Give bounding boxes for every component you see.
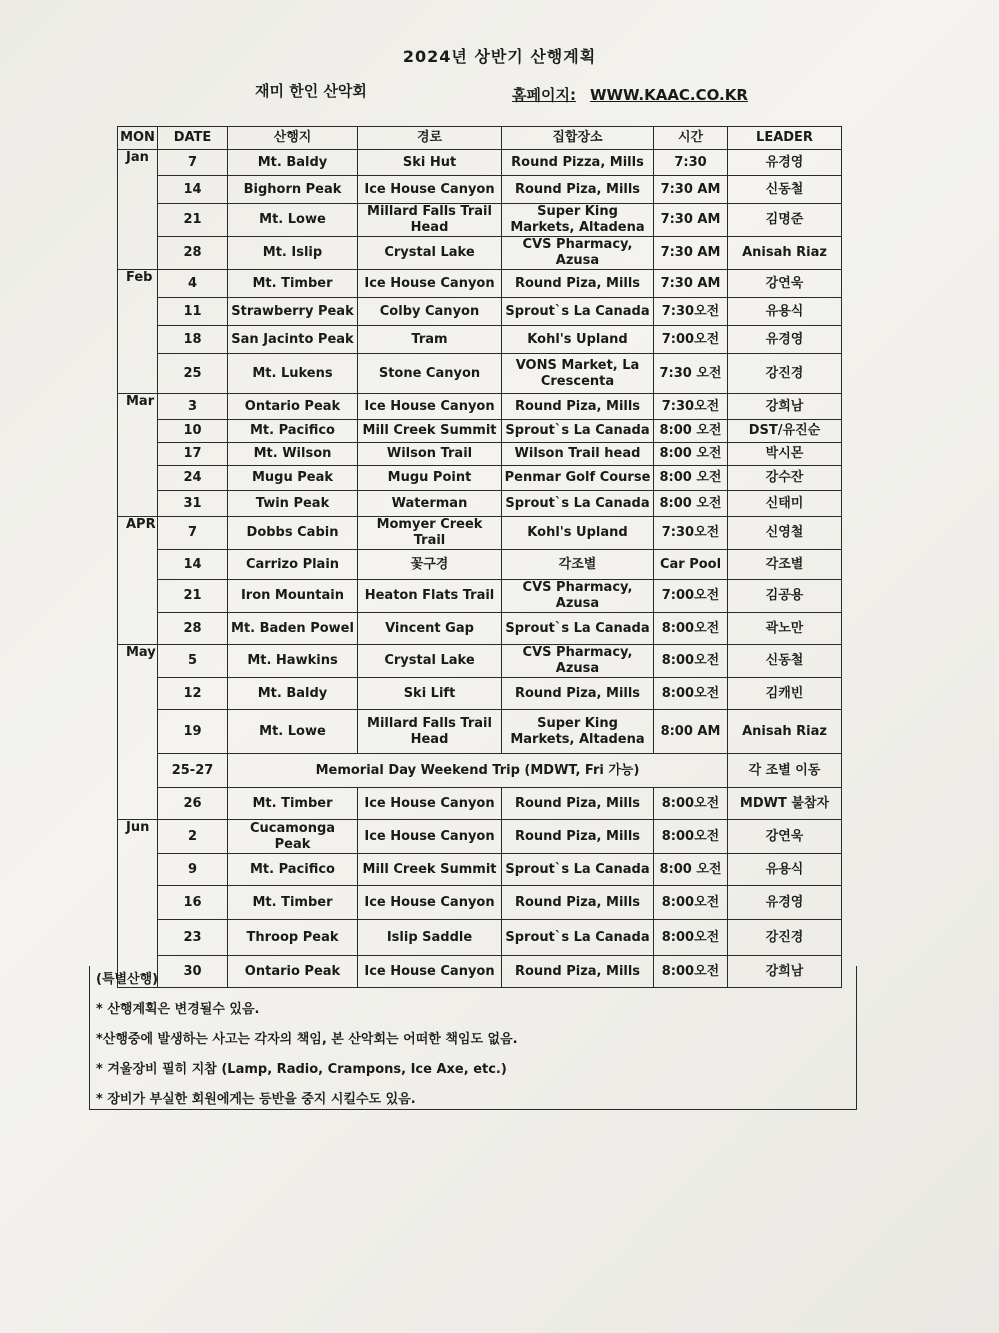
note-line: (특별산행) (96, 972, 159, 987)
document-title: 2024년 상반기 산행계획 (402, 47, 597, 66)
table-row (118, 613, 842, 645)
time-cell: 8:00 오전 (654, 420, 728, 443)
meet-cell: Kohl's Upland (502, 326, 654, 354)
place-cell: Mt. Baldy (228, 150, 358, 176)
place-cell: Throop Peak (228, 920, 358, 956)
date-cell: 24 (158, 466, 228, 491)
date-cell: 25-27 (158, 754, 228, 788)
table-row (118, 710, 842, 754)
month-cell: Jun (118, 820, 158, 854)
place-cell: Iron Mountain (228, 580, 358, 613)
month-cell (118, 326, 158, 354)
header-cell: MON (118, 127, 158, 150)
date-cell: 23 (158, 920, 228, 956)
header-cell: LEADER (728, 127, 842, 150)
table-row (118, 420, 842, 443)
leader-cell: 신영철 (728, 517, 842, 550)
note-line: * 산행계획은 변경될수 있음. (96, 1002, 260, 1017)
header-cell: DATE (158, 127, 228, 150)
time-cell: 8:00오전 (654, 613, 728, 645)
month-cell (118, 788, 158, 820)
table-row (118, 237, 842, 270)
table-row (118, 820, 842, 854)
place-cell: Mt. Timber (228, 886, 358, 920)
time-cell: 7:00오전 (654, 326, 728, 354)
time-cell: 8:00 오전 (654, 854, 728, 886)
date-cell: 25 (158, 354, 228, 394)
month-cell (118, 754, 158, 788)
time-cell: 7:30 오전 (654, 354, 728, 394)
table-row (118, 886, 842, 920)
route-cell: Momyer Creek Trail (358, 517, 502, 550)
route-cell: Crystal Lake (358, 645, 502, 678)
leader-cell: 강진경 (728, 354, 842, 394)
leader-cell: MDWT 불참자 (728, 788, 842, 820)
table-row (118, 270, 842, 298)
time-cell: 7:30 AM (654, 237, 728, 270)
leader-cell: DST/유진순 (728, 420, 842, 443)
leader-cell: 각조별 (728, 550, 842, 580)
meet-cell: Round Piza, Mills (502, 788, 654, 820)
month-cell: APR (118, 517, 158, 550)
route-cell: Vincent Gap (358, 613, 502, 645)
table-row (118, 443, 842, 466)
meet-cell: Round Piza, Mills (502, 886, 654, 920)
meet-cell: Round Piza, Mills (502, 820, 654, 854)
leader-cell: Anisah Riaz (728, 710, 842, 754)
month-cell (118, 710, 158, 754)
leader-cell: 강연욱 (728, 270, 842, 298)
date-cell: 19 (158, 710, 228, 754)
route-cell: Mugu Point (358, 466, 502, 491)
route-cell: Mill Creek Summit (358, 854, 502, 886)
route-cell: Colby Canyon (358, 298, 502, 326)
time-cell: 8:00오전 (654, 886, 728, 920)
leader-cell: 신동철 (728, 176, 842, 204)
month-cell (118, 420, 158, 443)
date-cell: 21 (158, 204, 228, 237)
table-row (118, 354, 842, 394)
header-cell: 경로 (358, 127, 502, 150)
time-cell: 8:00오전 (654, 920, 728, 956)
route-cell: Tram (358, 326, 502, 354)
header-cell: 시간 (654, 127, 728, 150)
route-cell: Ski Hut (358, 150, 502, 176)
meet-cell: Round Piza, Mills (502, 176, 654, 204)
time-cell: 7:30 AM (654, 176, 728, 204)
route-cell: Mill Creek Summit (358, 420, 502, 443)
month-cell (118, 354, 158, 394)
month-cell (118, 491, 158, 517)
table-row (118, 580, 842, 613)
route-cell: Islip Saddle (358, 920, 502, 956)
homepage-label: 홈페이지: (512, 86, 576, 104)
place-cell: Carrizo Plain (228, 550, 358, 580)
date-cell: 2 (158, 820, 228, 854)
note-line: * 겨울장비 필히 지참 (Lamp, Radio, Crampons, Ice Axe, etc.) (96, 1062, 507, 1077)
place-cell: Mt. Wilson (228, 443, 358, 466)
month-cell (118, 298, 158, 326)
date-cell: 26 (158, 788, 228, 820)
table-row (118, 176, 842, 204)
table-row (118, 491, 842, 517)
route-cell: Ice House Canyon (358, 886, 502, 920)
date-cell: 7 (158, 517, 228, 550)
time-cell: 7:30 AM (654, 270, 728, 298)
note-line: *산행중에 발생하는 사고는 각자의 책임, 본 산악회는 어떠한 책임도 없음. (96, 1032, 518, 1047)
meet-cell: Sprout`s La Canada (502, 298, 654, 326)
meet-cell: Super King Markets, Altadena (502, 710, 654, 754)
time-cell: 8:00오전 (654, 788, 728, 820)
place-cell: Twin Peak (228, 491, 358, 517)
time-cell: 7:30오전 (654, 298, 728, 326)
place-cell: Cucamonga Peak (228, 820, 358, 854)
place-cell: Mt. Timber (228, 270, 358, 298)
homepage-line (512, 84, 762, 105)
meet-cell: Sprout`s La Canada (502, 920, 654, 956)
date-cell: 9 (158, 854, 228, 886)
meet-cell: CVS Pharmacy, Azusa (502, 580, 654, 613)
time-cell: 7:30 (654, 150, 728, 176)
month-cell (118, 886, 158, 920)
meet-cell: Sprout`s La Canada (502, 854, 654, 886)
leader-cell: 신태미 (728, 491, 842, 517)
meet-cell: Round Pizza, Mills (502, 150, 654, 176)
route-cell: Crystal Lake (358, 237, 502, 270)
time-cell: 8:00오전 (654, 956, 728, 988)
meet-cell: Kohl's Upland (502, 517, 654, 550)
route-cell: Ice House Canyon (358, 394, 502, 420)
date-cell: 31 (158, 491, 228, 517)
route-cell: Ski Lift (358, 678, 502, 710)
meet-cell: Round Piza, Mills (502, 270, 654, 298)
place-cell: Mt. Pacifico (228, 854, 358, 886)
header-cell: 집합장소 (502, 127, 654, 150)
homepage-url: WWW.KAAC.CO.KR (589, 86, 748, 104)
month-cell (118, 920, 158, 956)
time-cell: 7:30오전 (654, 394, 728, 420)
time-cell: 7:30오전 (654, 517, 728, 550)
date-cell: 4 (158, 270, 228, 298)
month-cell (118, 613, 158, 645)
meet-cell: Round Piza, Mills (502, 956, 654, 988)
time-cell: 8:00 AM (654, 710, 728, 754)
place-cell: Mt. Hawkins (228, 645, 358, 678)
date-cell: 30 (158, 956, 228, 988)
table-row (118, 678, 842, 710)
meet-cell: VONS Market, La Crescenta (502, 354, 654, 394)
table-row (118, 150, 842, 176)
place-cell: Strawberry Peak (228, 298, 358, 326)
time-cell: 8:00 오전 (654, 491, 728, 517)
time-cell: 7:00오전 (654, 580, 728, 613)
place-cell: Bighorn Peak (228, 176, 358, 204)
place-cell: Mt. Lowe (228, 710, 358, 754)
place-cell: Mt. Islip (228, 237, 358, 270)
table-row (118, 466, 842, 491)
place-cell: Ontario Peak (228, 956, 358, 988)
route-cell: Heaton Flats Trail (358, 580, 502, 613)
table-row (118, 854, 842, 886)
meet-cell: CVS Pharmacy, Azusa (502, 237, 654, 270)
leader-cell: 강연욱 (728, 820, 842, 854)
date-cell: 28 (158, 613, 228, 645)
leader-cell: 곽노만 (728, 613, 842, 645)
schedule-table (117, 126, 842, 988)
place-cell: Mt. Baldy (228, 678, 358, 710)
month-cell: Feb (118, 270, 158, 298)
leader-cell: 유용식 (728, 854, 842, 886)
place-cell: Mt. Timber (228, 788, 358, 820)
date-cell: 16 (158, 886, 228, 920)
date-cell: 11 (158, 298, 228, 326)
month-cell (118, 854, 158, 886)
month-cell: May (118, 645, 158, 678)
place-cell: Mt. Baden Powel (228, 613, 358, 645)
note-line: * 장비가 부실한 회원에게는 등반을 중지 시킬수도 있음. (96, 1092, 416, 1107)
date-cell: 17 (158, 443, 228, 466)
leader-cell: 유경영 (728, 886, 842, 920)
time-cell: 8:00 오전 (654, 466, 728, 491)
month-cell (118, 176, 158, 204)
month-cell: Mar (118, 394, 158, 420)
table-row (118, 920, 842, 956)
event-span-cell: Memorial Day Weekend Trip (MDWT, Fri 가능) (228, 754, 728, 788)
header-cell: 산행지 (228, 127, 358, 150)
meet-cell: CVS Pharmacy, Azusa (502, 645, 654, 678)
route-cell: Stone Canyon (358, 354, 502, 394)
route-cell: Ice House Canyon (358, 956, 502, 988)
time-cell: 8:00오전 (654, 678, 728, 710)
meet-cell: Sprout`s La Canada (502, 491, 654, 517)
date-cell: 7 (158, 150, 228, 176)
leader-cell: 김명준 (728, 204, 842, 237)
leader-cell: 김공용 (728, 580, 842, 613)
meet-cell: Round Piza, Mills (502, 678, 654, 710)
table-row (118, 645, 842, 678)
meet-cell: Wilson Trail head (502, 443, 654, 466)
date-cell: 12 (158, 678, 228, 710)
month-cell (118, 580, 158, 613)
table-row (118, 204, 842, 237)
meet-cell: Sprout`s La Canada (502, 420, 654, 443)
place-cell: Ontario Peak (228, 394, 358, 420)
route-cell: 꽃구경 (358, 550, 502, 580)
route-cell: Millard Falls Trail Head (358, 710, 502, 754)
route-cell: Ice House Canyon (358, 820, 502, 854)
leader-cell: 신동철 (728, 645, 842, 678)
month-cell (118, 204, 158, 237)
leader-cell: 강희남 (728, 956, 842, 988)
time-cell: Car Pool (654, 550, 728, 580)
meet-cell: Round Piza, Mills (502, 394, 654, 420)
place-cell: Mt. Pacifico (228, 420, 358, 443)
route-cell: Ice House Canyon (358, 788, 502, 820)
date-cell: 3 (158, 394, 228, 420)
meet-cell: Penmar Golf Course (502, 466, 654, 491)
table-row (118, 550, 842, 580)
date-cell: 28 (158, 237, 228, 270)
place-cell: San Jacinto Peak (228, 326, 358, 354)
month-cell: Jan (118, 150, 158, 176)
table-row (118, 298, 842, 326)
place-cell: Mt. Lowe (228, 204, 358, 237)
date-cell: 5 (158, 645, 228, 678)
month-cell (118, 443, 158, 466)
date-cell: 21 (158, 580, 228, 613)
time-cell: 8:00오전 (654, 645, 728, 678)
leader-cell: 유경영 (728, 326, 842, 354)
table-row (118, 754, 842, 788)
leader-cell: 강수잔 (728, 466, 842, 491)
time-cell: 8:00오전 (654, 820, 728, 854)
leader-cell: 김캐빈 (728, 678, 842, 710)
leader-cell: 강희남 (728, 394, 842, 420)
table-row (118, 394, 842, 420)
month-cell (118, 466, 158, 491)
leader-cell: 강진경 (728, 920, 842, 956)
place-cell: Mugu Peak (228, 466, 358, 491)
leader-cell: 박시몬 (728, 443, 842, 466)
leader-cell: 유경영 (728, 150, 842, 176)
leader-cell: 유용식 (728, 298, 842, 326)
date-cell: 10 (158, 420, 228, 443)
meet-cell: Super King Markets, Altadena (502, 204, 654, 237)
route-cell: Ice House Canyon (358, 270, 502, 298)
date-cell: 14 (158, 176, 228, 204)
club-name: 재미 한인 산악회 (255, 82, 367, 100)
route-cell: Ice House Canyon (358, 176, 502, 204)
notes-box (89, 966, 857, 1110)
leader-cell: Anisah Riaz (728, 237, 842, 270)
place-cell: Dobbs Cabin (228, 517, 358, 550)
table-row (118, 517, 842, 550)
route-cell: Millard Falls Trail Head (358, 204, 502, 237)
route-cell: Wilson Trail (358, 443, 502, 466)
month-cell (118, 550, 158, 580)
table-header-row (118, 127, 842, 150)
meet-cell: Sprout`s La Canada (502, 613, 654, 645)
month-cell (118, 237, 158, 270)
time-cell: 7:30 AM (654, 204, 728, 237)
date-cell: 18 (158, 326, 228, 354)
meet-cell: 각조별 (502, 550, 654, 580)
leader-cell: 각 조별 이동 (728, 754, 842, 788)
time-cell: 8:00 오전 (654, 443, 728, 466)
place-cell: Mt. Lukens (228, 354, 358, 394)
table-row (118, 326, 842, 354)
month-cell (118, 678, 158, 710)
table-row (118, 788, 842, 820)
route-cell: Waterman (358, 491, 502, 517)
date-cell: 14 (158, 550, 228, 580)
